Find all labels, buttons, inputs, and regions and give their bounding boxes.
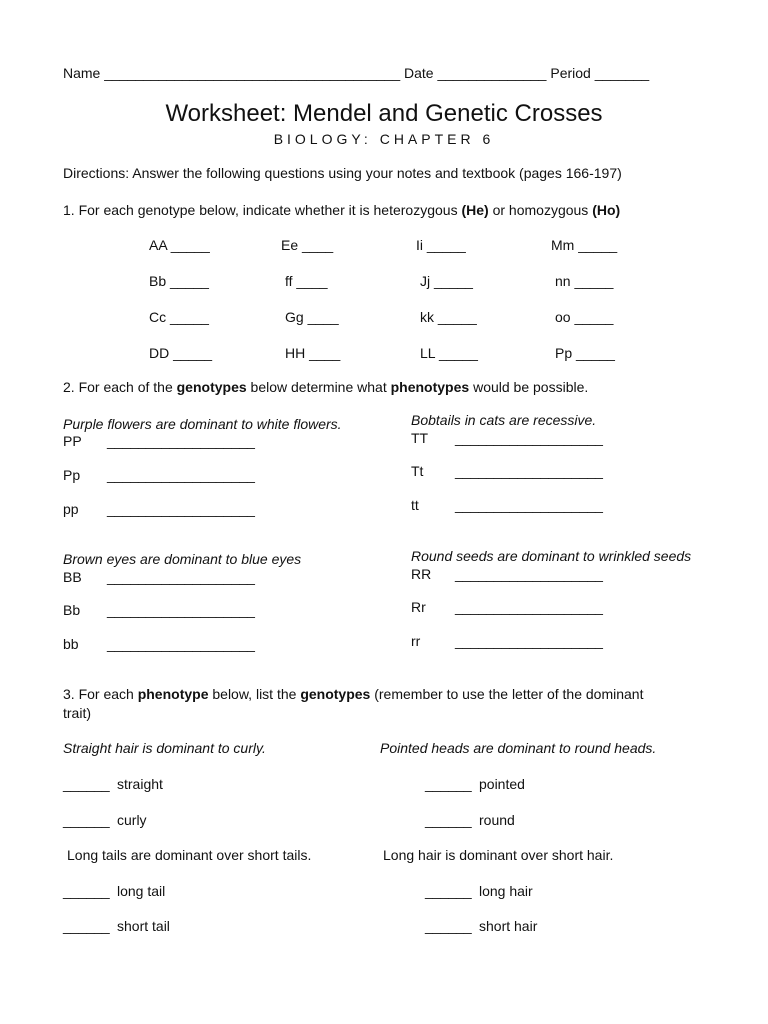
genotype-item: Gg ____ [285,309,339,325]
phenotype-blank: ___________________ [107,467,255,483]
genotype-item: Mm _____ [551,237,618,253]
genotype-blank: ______ [63,918,110,934]
genotype-label: Bb [63,602,81,618]
genotype-label: bb [63,636,79,652]
genotype-blank: ______ [425,918,472,934]
phenotype-label: long tail [117,883,166,899]
phenotype-label: short hair [479,918,538,934]
trait-heading: Purple flowers are dominant to white flowers. [63,416,342,432]
genotype-label: RR [411,566,432,582]
page-title: Worksheet: Mendel and Genetic Crosses [165,100,603,127]
genotype-blank: ______ [63,776,110,792]
question-2-prompt: 2. For each of the genotypes below determine what phenotypes would be possible. [63,379,589,395]
phenotype-label: short tail [117,918,170,934]
genotype-label: BB [63,569,82,585]
phenotype-blank: ___________________ [455,599,603,615]
genotype-blank: ______ [425,883,472,899]
genotype-item: Ii _____ [416,237,466,253]
genotype-item: Cc _____ [149,309,209,325]
genotype-item: kk _____ [420,309,477,325]
genotype-item: LL _____ [420,345,478,361]
question-3-prompt: 3. For each phenotype below, list the genotypes (remember to use the letter of the dominant [63,686,644,702]
genotype-blank: ______ [425,776,472,792]
trait-heading: Round seeds are dominant to wrinkled seeds [411,548,692,564]
genotype-label: Pp [63,467,81,483]
phenotype-blank: ___________________ [107,569,255,585]
trait-heading: Long hair is dominant over short hair. [383,847,614,863]
phenotype-blank: ___________________ [107,501,255,517]
genotype-blank: ______ [425,812,472,828]
genotype-label: tt [411,497,419,513]
genotype-item: ff ____ [285,273,328,289]
genotype-label: TT [411,430,429,446]
genotype-item: Bb _____ [149,273,209,289]
genotype-label: Rr [411,599,426,615]
genotype-item: Pp _____ [555,345,615,361]
genotype-label: Tt [411,463,424,479]
name-date-period-line: Name ______________________________________ Date ______________ Period _______ [63,65,650,81]
trait-heading: Brown eyes are dominant to blue eyes [63,551,302,567]
phenotype-label: round [479,812,515,828]
genotype-item: AA _____ [149,237,210,253]
phenotype-label: straight [117,776,163,792]
phenotype-blank: ___________________ [107,636,255,652]
genotype-item: nn _____ [555,273,614,289]
genotype-label: PP [63,433,82,449]
phenotype-blank: ___________________ [107,602,255,618]
trait-heading: Straight hair is dominant to curly. [63,740,266,756]
phenotype-blank: ___________________ [455,463,603,479]
directions-text: Directions: Answer the following questions using your notes and textbook (pages 166-197) [63,165,622,181]
trait-heading: Bobtails in cats are recessive. [411,412,597,428]
question-1-prompt: 1. For each genotype below, indicate whether it is heterozygous (He) or homozygous (Ho) [63,202,621,218]
phenotype-label: pointed [479,776,525,792]
genotype-item: HH ____ [285,345,341,361]
genotype-blank: ______ [63,812,110,828]
phenotype-label: curly [117,812,147,828]
genotype-blank: ______ [63,883,110,899]
genotype-label: pp [63,501,79,517]
genotype-item: Jj _____ [420,273,473,289]
phenotype-label: long hair [479,883,533,899]
phenotype-blank: ___________________ [455,566,603,582]
page-subtitle: BIOLOGY: CHAPTER 6 [273,131,495,147]
genotype-label: rr [411,633,421,649]
genotype-item: DD _____ [149,345,213,361]
phenotype-blank: ___________________ [455,430,603,446]
trait-heading: Pointed heads are dominant to round heads. [380,740,657,756]
genotype-item: oo _____ [555,309,614,325]
question-3-prompt-cont: trait) [63,705,91,721]
phenotype-blank: ___________________ [107,433,255,449]
phenotype-blank: ___________________ [455,497,603,513]
phenotype-blank: ___________________ [455,633,603,649]
genotype-item: Ee ____ [281,237,334,253]
trait-heading: Long tails are dominant over short tails. [67,847,312,863]
